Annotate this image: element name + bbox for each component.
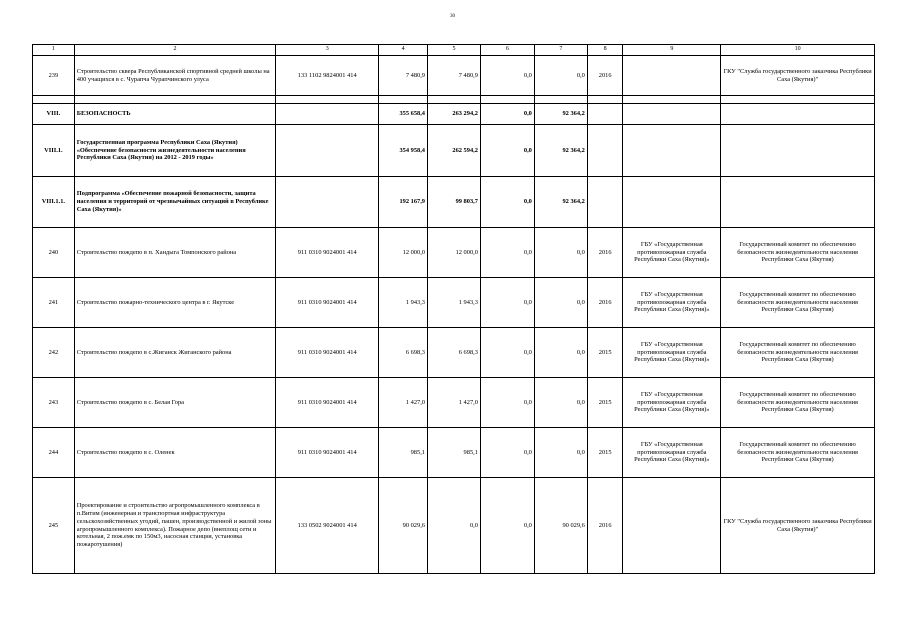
- value-col4: 192 167,9: [379, 177, 428, 228]
- table-row: [33, 378, 875, 428]
- row-number: [33, 96, 75, 104]
- row-number: VIII.: [33, 104, 75, 125]
- value-col4: [379, 96, 428, 104]
- value-col5: 12 000,0: [428, 228, 481, 278]
- budget-code: 911 0310 9024001 414: [276, 428, 379, 478]
- value-col6: 0,0: [480, 478, 534, 574]
- value-col4: 7 480,9: [379, 56, 428, 96]
- value-col6: 0,0: [480, 428, 534, 478]
- value-col7: 0,0: [534, 378, 587, 428]
- value-col5: 99 803,7: [428, 177, 481, 228]
- value-col4: 355 658,4: [379, 104, 428, 125]
- spacer-row: [33, 96, 875, 104]
- value-col6: 0,0: [480, 125, 534, 177]
- section-row: [33, 104, 875, 125]
- table-row: [33, 428, 875, 478]
- table-row: [33, 278, 875, 328]
- year: 2016: [587, 478, 623, 574]
- executor: ГБУ «Государственная противопожарная служба Республики Саха (Якутия)»: [623, 328, 721, 378]
- object-name: Государственная программа Республики Саха (Якутия) «Обеспечение безопасности жизнедеятельности населения Республики Саха (Якутия) на 2012 - 2019 годы»: [74, 125, 276, 177]
- executor: [623, 125, 721, 177]
- value-col4: 1 427,0: [379, 378, 428, 428]
- executor: ГБУ «Государственная противопожарная служба Республики Саха (Якутия)»: [623, 278, 721, 328]
- row-number: 242: [33, 328, 75, 378]
- budget-code: 911 0310 9024001 414: [276, 228, 379, 278]
- header-row: [33, 45, 875, 56]
- investment-table: [32, 44, 875, 574]
- header-cell: 8: [587, 45, 623, 56]
- budget-code: 911 0310 9024001 414: [276, 278, 379, 328]
- budget-code: [276, 96, 379, 104]
- object-name: Строительство пождепо в п. Хандыга Томпонского района: [74, 228, 276, 278]
- value-col4: 354 958,4: [379, 125, 428, 177]
- customer: [721, 177, 875, 228]
- value-col7: 92 364,2: [534, 104, 587, 125]
- value-col7: 0,0: [534, 56, 587, 96]
- customer: ГКУ "Служба государственного заказчика Республики Саха (Якутия)": [721, 56, 875, 96]
- customer: [721, 104, 875, 125]
- value-col4: 985,1: [379, 428, 428, 478]
- value-col5: 6 698,3: [428, 328, 481, 378]
- row-number: 239: [33, 56, 75, 96]
- value-col5: 0,0: [428, 478, 481, 574]
- object-name: Строительство пождепо в с. Белая Гора: [74, 378, 276, 428]
- header-cell: 5: [428, 45, 481, 56]
- value-col6: 0,0: [480, 104, 534, 125]
- value-col6: [480, 96, 534, 104]
- header-cell: 4: [379, 45, 428, 56]
- table-row: [33, 56, 875, 96]
- value-col5: 7 480,9: [428, 56, 481, 96]
- year: [587, 96, 623, 104]
- value-col7: [534, 96, 587, 104]
- budget-code: 911 0310 9024001 414: [276, 378, 379, 428]
- program-row: [33, 125, 875, 177]
- row-number: VIII.1.: [33, 125, 75, 177]
- budget-code: [276, 104, 379, 125]
- row-number: 243: [33, 378, 75, 428]
- value-col7: 0,0: [534, 328, 587, 378]
- executor: ГБУ «Государственная противопожарная служба Республики Саха (Якутия)»: [623, 428, 721, 478]
- customer: Государственный комитет по обеспечению безопасности жизнедеятельности населения Республики Саха (Якутия): [721, 428, 875, 478]
- value-col6: 0,0: [480, 328, 534, 378]
- value-col5: [428, 96, 481, 104]
- object-name: [74, 96, 276, 104]
- customer: [721, 125, 875, 177]
- object-name: Строительство пожарно-технического центра в г. Якутске: [74, 278, 276, 328]
- year: [587, 125, 623, 177]
- header-cell: 3: [276, 45, 379, 56]
- value-col4: 12 000,0: [379, 228, 428, 278]
- value-col6: 0,0: [480, 278, 534, 328]
- customer: Государственный комитет по обеспечению безопасности жизнедеятельности населения Республики Саха (Якутия): [721, 228, 875, 278]
- value-col6: 0,0: [480, 177, 534, 228]
- value-col6: 0,0: [480, 378, 534, 428]
- value-col5: 1 943,3: [428, 278, 481, 328]
- object-name: БЕЗОПАСНОСТЬ: [74, 104, 276, 125]
- row-number: 240: [33, 228, 75, 278]
- value-col7: 0,0: [534, 278, 587, 328]
- value-col6: 0,0: [480, 228, 534, 278]
- row-number: 245: [33, 478, 75, 574]
- value-col7: 0,0: [534, 228, 587, 278]
- header-cell: 2: [74, 45, 276, 56]
- year: 2016: [587, 228, 623, 278]
- value-col5: 263 294,2: [428, 104, 481, 125]
- year: [587, 177, 623, 228]
- table-row: [33, 328, 875, 378]
- value-col7: 92 364,2: [534, 125, 587, 177]
- year: [587, 104, 623, 125]
- year: 2015: [587, 378, 623, 428]
- subprogram-row: [33, 177, 875, 228]
- header-cell: 6: [480, 45, 534, 56]
- value-col7: 90 029,6: [534, 478, 587, 574]
- header-cell: 7: [534, 45, 587, 56]
- budget-code: [276, 177, 379, 228]
- row-number: 244: [33, 428, 75, 478]
- executor: [623, 177, 721, 228]
- year: 2015: [587, 328, 623, 378]
- customer: [721, 96, 875, 104]
- customer: Государственный комитет по обеспечению безопасности жизнедеятельности населения Республики Саха (Якутия): [721, 378, 875, 428]
- header-cell: 10: [721, 45, 875, 56]
- row-number: VIII.1.1.: [33, 177, 75, 228]
- value-col4: 90 029,6: [379, 478, 428, 574]
- row-number: 241: [33, 278, 75, 328]
- header-cell: 9: [623, 45, 721, 56]
- table-row: [33, 478, 875, 574]
- value-col6: 0,0: [480, 56, 534, 96]
- executor: [623, 96, 721, 104]
- object-name: Строительство пождепо в с.Жиганск Жиганского района: [74, 328, 276, 378]
- page-number: 30: [450, 14, 455, 19]
- executor: [623, 104, 721, 125]
- customer: ГКУ "Служба государственного заказчика Республики Саха (Якутия)": [721, 478, 875, 574]
- value-col5: 262 594,2: [428, 125, 481, 177]
- table-row: [33, 228, 875, 278]
- value-col5: 985,1: [428, 428, 481, 478]
- customer: Государственный комитет по обеспечению безопасности жизнедеятельности населения Республики Саха (Якутия): [721, 278, 875, 328]
- value-col4: 6 698,3: [379, 328, 428, 378]
- executor: [623, 478, 721, 574]
- object-name: Проектирование и строительство агропромышленного комплекса в п.Витим (инженерная и транспортная инфраструктура сельскохозяйственных угодий, пашен, производственной и жилой зоны агропромышленного комплекса). Пожарное депо (внеплощ сети и котельная, 2 пож.емк по 150м3, насосная станция, установка пожаротушения): [74, 478, 276, 574]
- object-name: Строительство пождепо в с. Оленек: [74, 428, 276, 478]
- header-cell: 1: [33, 45, 75, 56]
- budget-code: 911 0310 9024001 414: [276, 328, 379, 378]
- object-name: Строительство сквера Республиканской спортивной средней школы на 400 учащихся в с. Чурапча Чурапчинского улуса: [74, 56, 276, 96]
- executor: ГБУ «Государственная противопожарная служба Республики Саха (Якутия)»: [623, 378, 721, 428]
- budget-code: 133 1102 9824001 414: [276, 56, 379, 96]
- year: 2015: [587, 428, 623, 478]
- value-col7: 0,0: [534, 428, 587, 478]
- budget-code: 133 0502 9024001 414: [276, 478, 379, 574]
- value-col5: 1 427,0: [428, 378, 481, 428]
- customer: Государственный комитет по обеспечению безопасности жизнедеятельности населения Республики Саха (Якутия): [721, 328, 875, 378]
- budget-code: [276, 125, 379, 177]
- value-col4: 1 943,3: [379, 278, 428, 328]
- year: 2016: [587, 278, 623, 328]
- value-col7: 92 364,2: [534, 177, 587, 228]
- executor: [623, 56, 721, 96]
- object-name: Подпрограмма «Обеспечение пожарной безопасности, защита населения и территорий от чрезвычайных ситуаций в Республике Саха (Якутия)»: [74, 177, 276, 228]
- executor: ГБУ «Государственная противопожарная служба Республики Саха (Якутия)»: [623, 228, 721, 278]
- year: 2016: [587, 56, 623, 96]
